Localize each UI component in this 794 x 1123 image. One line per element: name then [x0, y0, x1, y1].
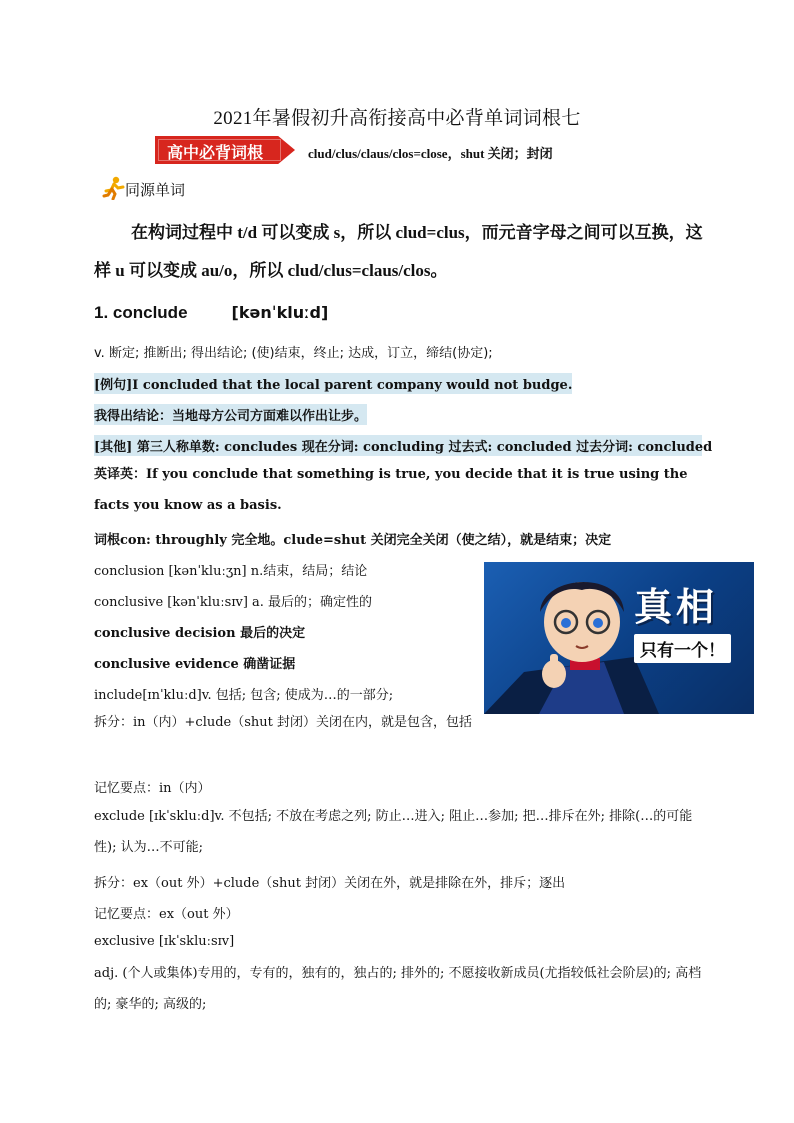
headword-phonetic: [kənˈkluːd]: [231, 303, 329, 322]
related-conclusive: conclusive [kənˈkluːsɪv] a. 最后的；确定性的: [94, 595, 373, 610]
exclusive-definition: adj. (个人或集体)专用的，专有的，独有的，独占的; 排外的; 不愿接收新成员(尤指较低社会阶层)的; 高档的; 豪华的; 高级的;: [94, 966, 702, 1012]
exclusive-headword: exclusive [ɪkˈskluːsɪv]: [94, 934, 235, 949]
document-title: 2021年暑假初升高衔接高中必背单词词根七: [213, 108, 581, 129]
headword-line: [94, 303, 328, 323]
exclude-definition: exclude [ɪkˈskluːd]v. 不包括; 不放在考虑之列; 防止…进入; 阻止…参加; 把…排斥在外; 排除(…的可能性); 认为…不可能;: [94, 809, 693, 855]
phrase-conclusive-decision: conclusive decision 最后的决定: [94, 626, 306, 641]
running-person-icon: [101, 176, 127, 200]
include-memory: 记忆要点：in（内）: [94, 781, 211, 796]
headword: 1. conclude: [94, 303, 188, 322]
intro-paragraph: 在构词过程中 t/d 可以变成 s，所以 clud=clus，而元音字母之间可以互换，这样 u 可以变成 au/o，所以 clud/clus=claus/clos。: [94, 223, 703, 280]
include-definition: include[ɪnˈkluːd]v. 包括; 包含; 使成为…的一部分;: [94, 688, 394, 703]
banner-label: 高中必背词根: [167, 143, 264, 162]
definition: v. 断定; 推断出; 得出结论; (使)结束，终止; 达成，订立，缔结(协定);: [94, 346, 493, 361]
section-label: 同源单词: [125, 181, 186, 199]
root-definition: clud/clus/claus/clos=close，shut 关闭；封闭: [308, 146, 553, 161]
image-caption-truth: 真相: [634, 585, 719, 629]
root-explanation: 词根con: throughly 完全地。clude=shut 关闭完全关闭（使之结），就是结束；决定: [94, 533, 612, 548]
related-conclusion: conclusion [kənˈkluːʒn] n.结束，结局；结论: [94, 564, 368, 579]
example-en: [例句]I concluded that the local parent company would not budge.: [94, 373, 572, 394]
phrase-conclusive-evidence: conclusive evidence 确凿证据: [94, 657, 296, 672]
example-cn: 我得出结论：当地母方公司方面难以作出让步。: [94, 404, 367, 425]
image-caption-only-one: 只有一个！: [634, 634, 731, 663]
exclude-split: 拆分：ex（out 外）+clude（shut 封闭）关闭在外，就是排除在外，排斥；逐出: [94, 876, 566, 891]
inflections: [其他] 第三人称单数: concludes 现在分词: concluding 过去式: concluded 过去分词: concluded: [94, 435, 702, 456]
exclude-memory: 记忆要点：ex（out 外）: [94, 907, 239, 922]
detective-illustration: [484, 562, 754, 714]
english-definition: 英译英：If you conclude that something is true, you decide that it is true using the facts you know as a basis.: [94, 467, 688, 513]
include-split: 拆分：in（内）+clude（shut 封闭）关闭在内，就是包含，包括: [94, 715, 473, 730]
